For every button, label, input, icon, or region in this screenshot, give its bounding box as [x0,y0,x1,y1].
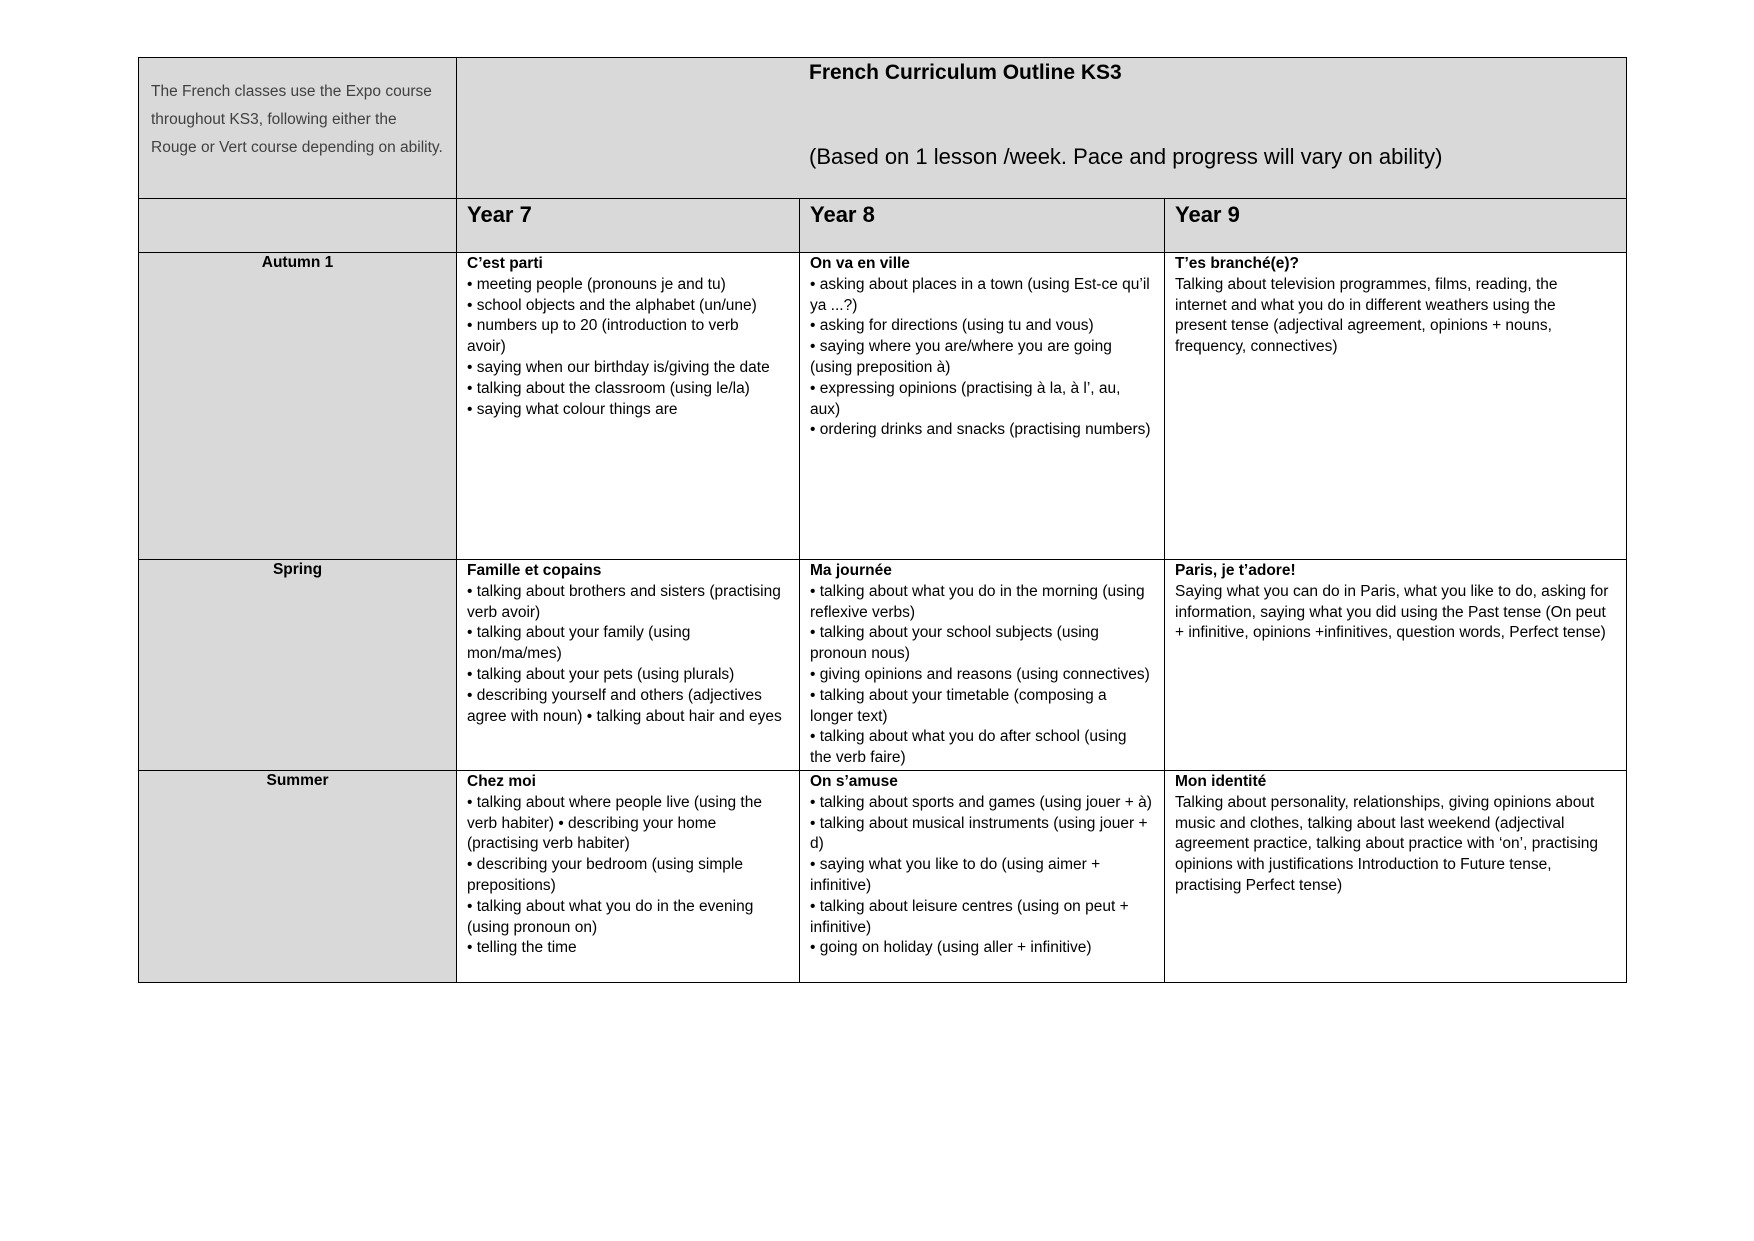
unit-title: On s’amuse [810,773,898,790]
unit-text-line: d) [810,835,824,853]
unit-text-line: • telling the time [467,939,577,957]
intro-text: The French classes use the Expo course throughout KS3, following either the Rouge or Vert course depending on ability. [151,83,443,156]
unit-text-line: • talking about what you do in the evening [467,897,754,915]
corner-cell [139,199,457,253]
unit-text-line: ya ...?) [810,296,858,314]
unit-text-line: (using preposition à) [810,358,951,376]
unit-text-line: reflexive verbs) [810,603,916,621]
unit-text-line: • saying where you are/where you are going [810,338,1112,356]
unit-text-line: frequency, connectives) [1175,338,1338,356]
unit-text-line: internet and what you do in different weathers using the [1175,296,1556,314]
unit-text-line: • talking about your timetable (composing a [810,686,1107,704]
unit-text-line: opinions with justifications Introduction to Future tense, [1175,856,1552,874]
unit-text-line: • talking about your family (using [467,624,691,642]
unit-text-line: infinitive) [810,918,872,936]
unit-text-line: verb avoir) [467,603,541,621]
unit-text-line: agreement practice, talking about practice with ‘on’, practising [1175,835,1599,853]
term-label-summer: Summer [139,771,457,983]
unit-text-line: • numbers up to 20 (introduction to verb [467,317,739,335]
intro-cell [139,58,457,199]
unit-cell [457,771,800,983]
unit-text-line: • talking about leisure centres (using on peut + [810,897,1129,915]
unit-cell [1165,771,1627,983]
unit-cell [1165,253,1627,560]
unit-text-line: • talking about musical instruments (using jouer + [810,814,1148,832]
unit-text-line: • going on holiday (using aller + infinitive) [810,939,1092,957]
year-9-header: Year 9 [1165,199,1627,253]
unit-title: Famille et copains [467,562,602,579]
unit-text-line: • talking about what you do after school (using [810,728,1127,746]
unit-cell [457,560,800,771]
unit-text-line: Saying what you can do in Paris, what you like to do, asking for [1175,582,1609,600]
unit-text-line: (practising verb habiter) [467,835,630,853]
unit-text-line: information, saying what you did using the Past tense (On peut [1175,603,1606,621]
unit-text-line: music and clothes, talking about last weekend (adjectival [1175,814,1565,832]
unit-text-line: • expressing opinions (practising à la, à l’, au, [810,379,1121,397]
unit-text-line: infinitive) [810,876,872,894]
unit-title: Chez moi [467,773,536,790]
unit-cell [800,253,1165,560]
term-row-summer [139,771,1627,983]
unit-cell [800,771,1165,983]
unit-text-line: present tense (adjectival agreement, opinions + nouns, [1175,317,1552,335]
unit-text-line: practising Perfect tense) [1175,876,1343,894]
unit-text-line: aux) [810,400,841,418]
unit-text-line: • school objects and the alphabet (un/une) [467,296,757,314]
unit-text-line: avoir) [467,338,506,356]
term-row-spring [139,560,1627,771]
unit-cell [800,560,1165,771]
year-8-header: Year 8 [800,199,1165,253]
unit-text-line: • talking about what you do in the morning (using [810,582,1145,600]
unit-text-line: • saying when our birthday is/giving the date [467,358,770,376]
unit-title: C’est parti [467,255,543,272]
unit-text-line: mon/ma/mes) [467,645,562,663]
unit-text-line: • describing your bedroom (using simple [467,856,743,874]
unit-text-line: agree with noun) • talking about hair and eyes [467,707,782,725]
term-row-autumn [139,253,1627,560]
unit-text-line: • talking about your school subjects (using [810,624,1099,642]
unit-text-line: • talking about sports and games (using jouer + à) [810,793,1152,811]
document-title: French Curriculum Outline KS3 [809,61,1122,84]
unit-text-line: • talking about the classroom (using le/la) [467,379,750,397]
unit-text-line: longer text) [810,707,888,725]
unit-text-line: • meeting people (pronouns je and tu) [467,275,726,293]
unit-text-line: • giving opinions and reasons (using connectives) [810,665,1150,683]
unit-text-line: • saying what you like to do (using aimer + [810,856,1101,874]
unit-text-line: pronoun nous) [810,645,910,663]
document-subtitle: (Based on 1 lesson /week. Pace and progress will vary on ability) [809,144,1443,169]
unit-text-line: the verb faire) [810,749,906,767]
unit-title: Mon identité [1175,773,1267,790]
unit-text-line: • talking about where people live (using the [467,793,762,811]
header-row [139,58,1627,199]
year-header-row [139,199,1627,253]
unit-text-line: Talking about television programmes, films, reading, the [1175,275,1558,293]
unit-cell [1165,560,1627,771]
unit-text-line: (using pronoun on) [467,918,598,936]
year-7-header: Year 7 [457,199,800,253]
unit-text-line: verb habiter) • describing your home [467,814,717,832]
unit-text-line: • describing yourself and others (adjectives [467,686,762,704]
unit-title: Ma journée [810,562,892,579]
unit-cell [457,253,800,560]
unit-text-line: • talking about your pets (using plurals) [467,665,735,683]
unit-title: T’es branché(e)? [1175,255,1300,272]
title-cell [457,58,1627,199]
curriculum-table [138,57,1627,983]
unit-text-line: • asking about places in a town (using Est-ce qu’il [810,275,1150,293]
unit-title: Paris, je t’adore! [1175,562,1296,579]
unit-text-line: • saying what colour things are [467,400,678,418]
unit-text-line: • talking about brothers and sisters (practising [467,582,781,600]
term-label-spring: Spring [139,560,457,771]
term-label-autumn: Autumn 1 [139,253,457,560]
unit-text-line: prepositions) [467,876,556,894]
unit-text-line: + infinitive, opinions +infinitives, question words, Perfect tense) [1175,624,1606,642]
unit-text-line: • ordering drinks and snacks (practising numbers) [810,421,1151,439]
unit-text-line: • asking for directions (using tu and vous) [810,317,1094,335]
unit-text-line: Talking about personality, relationships, giving opinions about [1175,793,1595,811]
unit-title: On va en ville [810,255,910,272]
